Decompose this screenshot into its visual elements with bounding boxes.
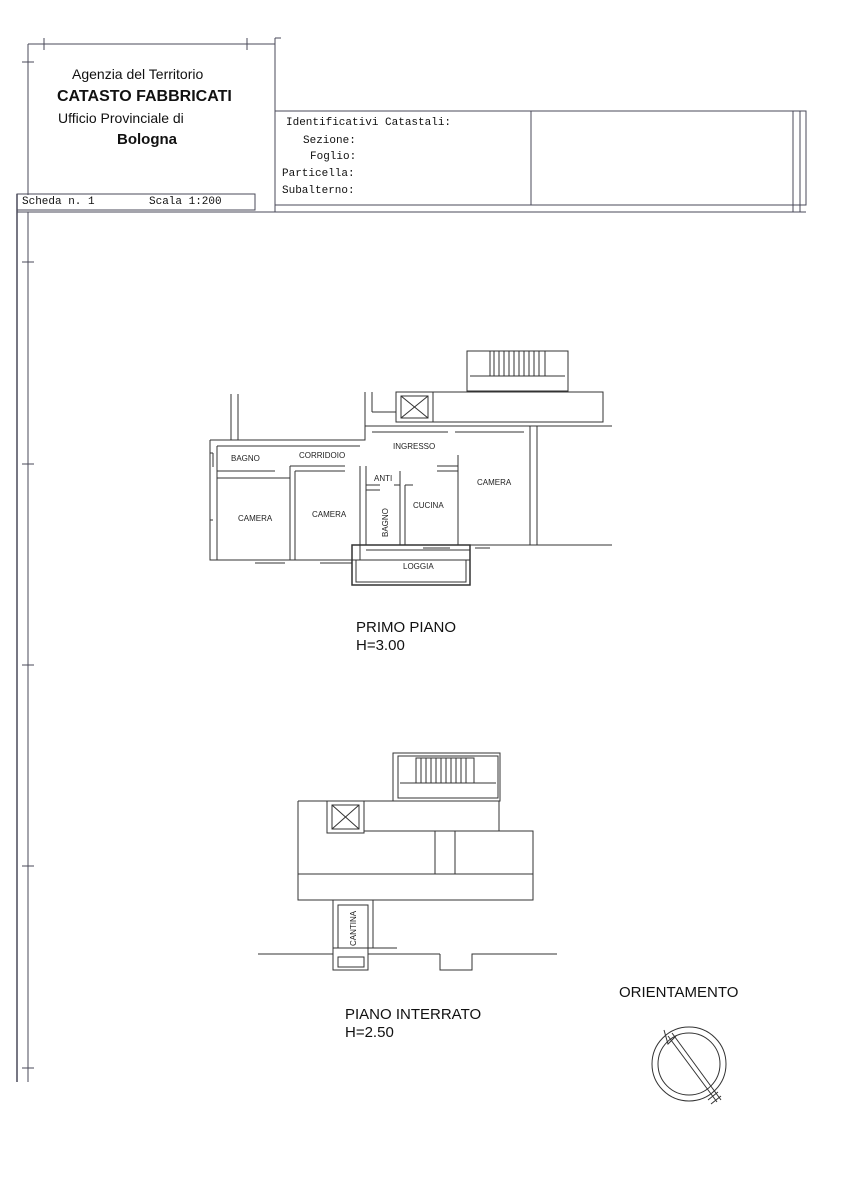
- basement-height: H=2.50: [345, 1024, 394, 1041]
- first-floor-plan: [210, 351, 612, 585]
- sheet-label: Foglio:: [310, 151, 357, 163]
- room-label-camera-right: CAMERA: [477, 478, 512, 487]
- room-label-loggia: LOGGIA: [403, 562, 434, 571]
- room-label-camera-middle: CAMERA: [312, 510, 347, 519]
- sheet-number: Scheda n. 1: [22, 196, 95, 208]
- basement-plan: [258, 753, 557, 970]
- section-label: Sezione:: [303, 135, 356, 147]
- basement-title: PIANO INTERRATO: [345, 1006, 482, 1023]
- agency-name: Agenzia del Territorio: [72, 66, 204, 82]
- orientation-compass: [652, 1027, 726, 1104]
- scale-label: Scala 1:200: [149, 196, 222, 208]
- room-label-camera-left: CAMERA: [238, 514, 273, 523]
- first-floor-height: H=3.00: [356, 637, 405, 654]
- room-label-cucina: CUCINA: [413, 501, 444, 510]
- parcel-label: Particella:: [282, 168, 355, 180]
- office-name: Ufficio Provinciale di: [58, 110, 184, 126]
- subunit-label: Subalterno:: [282, 185, 355, 197]
- room-label-corridoio: CORRIDOIO: [299, 451, 346, 460]
- orientation-label: ORIENTAMENTO: [619, 984, 739, 1001]
- room-label-bagno-vertical: BAGNO: [381, 508, 390, 537]
- first-floor-title: PRIMO PIANO: [356, 619, 457, 636]
- registry-title: CATASTO FABBRICATI: [57, 88, 232, 105]
- office-city: Bologna: [117, 131, 177, 148]
- room-label-ingresso: INGRESSO: [393, 442, 436, 451]
- room-label-anti: ANTI: [374, 474, 393, 483]
- room-label-bagno: BAGNO: [231, 454, 260, 463]
- identifiers-heading: Identificativi Catastali:: [286, 117, 452, 129]
- room-label-cantina: CANTINA: [349, 910, 358, 946]
